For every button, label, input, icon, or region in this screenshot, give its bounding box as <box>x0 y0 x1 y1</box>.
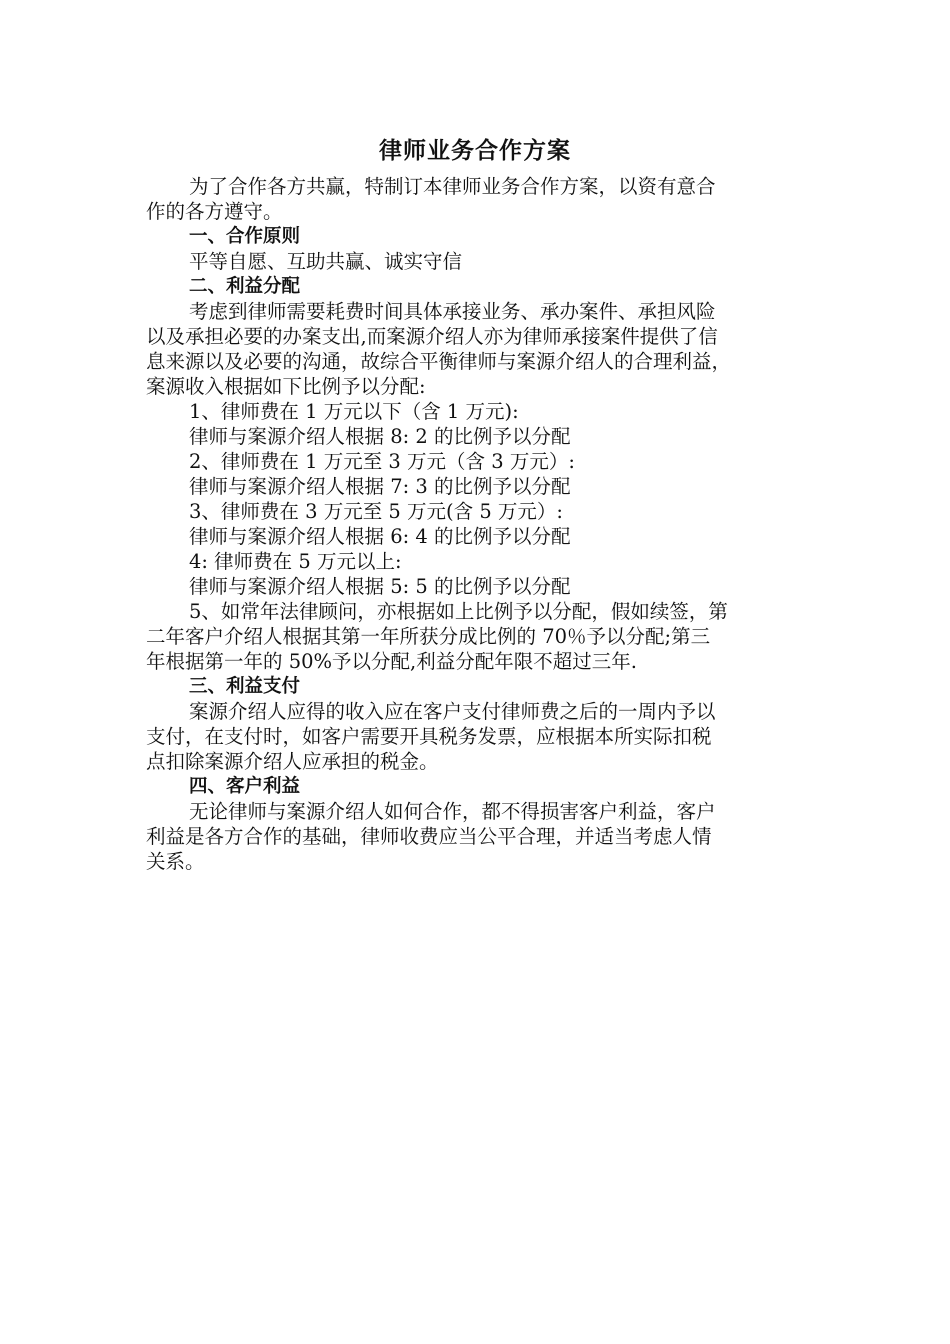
distribution-paragraph-line: 案源收入根据如下比例予以分配: <box>146 375 426 398</box>
intro-paragraph-line: 为了合作各方共赢，特制订本律师业务合作方案，以资有意合 <box>189 175 716 198</box>
distribution-ratio: 律师与案源介绍人根据 8: 2 的比例予以分配 <box>189 425 571 448</box>
distribution-item: 2、律师费在 1 万元至 3 万元（含 3 万元）: <box>189 450 575 473</box>
payment-paragraph-line: 点扣除案源介绍人应承担的税金。 <box>146 750 439 773</box>
distribution-paragraph-line: 息来源以及必要的沟通，故综合平衡律师与案源介绍人的合理利益， <box>146 350 732 373</box>
document-body <box>146 174 822 874</box>
payment-paragraph-line: 案源介绍人应得的收入应在客户支付律师费之后的一周内予以 <box>189 700 716 723</box>
distribution-paragraph-line: 以及承担必要的办案支出,而案源介绍人亦为律师承接案件提供了信 <box>146 325 718 348</box>
section-heading-payment: 三、利益支付 <box>189 676 301 697</box>
payment-paragraph-line: 支付，在支付时，如客户需要开具税务发票，应根据本所实际扣税 <box>146 725 712 748</box>
distribution-item-continuation: 二年客户介绍人根据其第一年所获分成比例的 70％予以分配;第三 <box>146 625 711 648</box>
section-heading-principles: 一、合作原则 <box>189 226 301 247</box>
distribution-ratio: 律师与案源介绍人根据 5: 5 的比例予以分配 <box>189 575 571 598</box>
distribution-paragraph-line: 考虑到律师需要耗费时间具体承接业务、承办案件、承担风险 <box>189 300 716 323</box>
section-heading-profit-distribution: 二、利益分配 <box>189 276 301 297</box>
intro-paragraph-line: 作的各方遵守。 <box>146 200 283 223</box>
distribution-item: 5、如常年法律顾问，亦根据如上比例予以分配，假如续签，第 <box>189 600 728 623</box>
client-interest-paragraph-line: 无论律师与案源介绍人如何合作，都不得损害客户利益，客户 <box>189 800 716 823</box>
distribution-item-continuation: 年根据第一年的 50%予以分配,利益分配年限不超过三年. <box>146 650 637 673</box>
distribution-item: 3、律师费在 3 万元至 5 万元(含 5 万元）: <box>189 500 563 523</box>
distribution-ratio: 律师与案源介绍人根据 6: 4 的比例予以分配 <box>189 525 571 548</box>
distribution-ratio: 律师与案源介绍人根据 7: 3 的比例予以分配 <box>189 475 571 498</box>
distribution-item: 4: 律师费在 5 万元以上: <box>189 550 402 573</box>
distribution-item: 1、律师费在 1 万元以下（含 1 万元): <box>189 400 519 423</box>
client-interest-paragraph-line: 关系。 <box>146 850 205 873</box>
client-interest-paragraph-line: 利益是各方合作的基础，律师收费应当公平合理，并适当考虑人情 <box>146 825 712 848</box>
principles-text: 平等自愿、互助共赢、诚实守信 <box>189 250 463 273</box>
section-heading-client-interest: 四、客户利益 <box>189 776 301 797</box>
document-title: 律师业务合作方案 <box>379 138 571 164</box>
